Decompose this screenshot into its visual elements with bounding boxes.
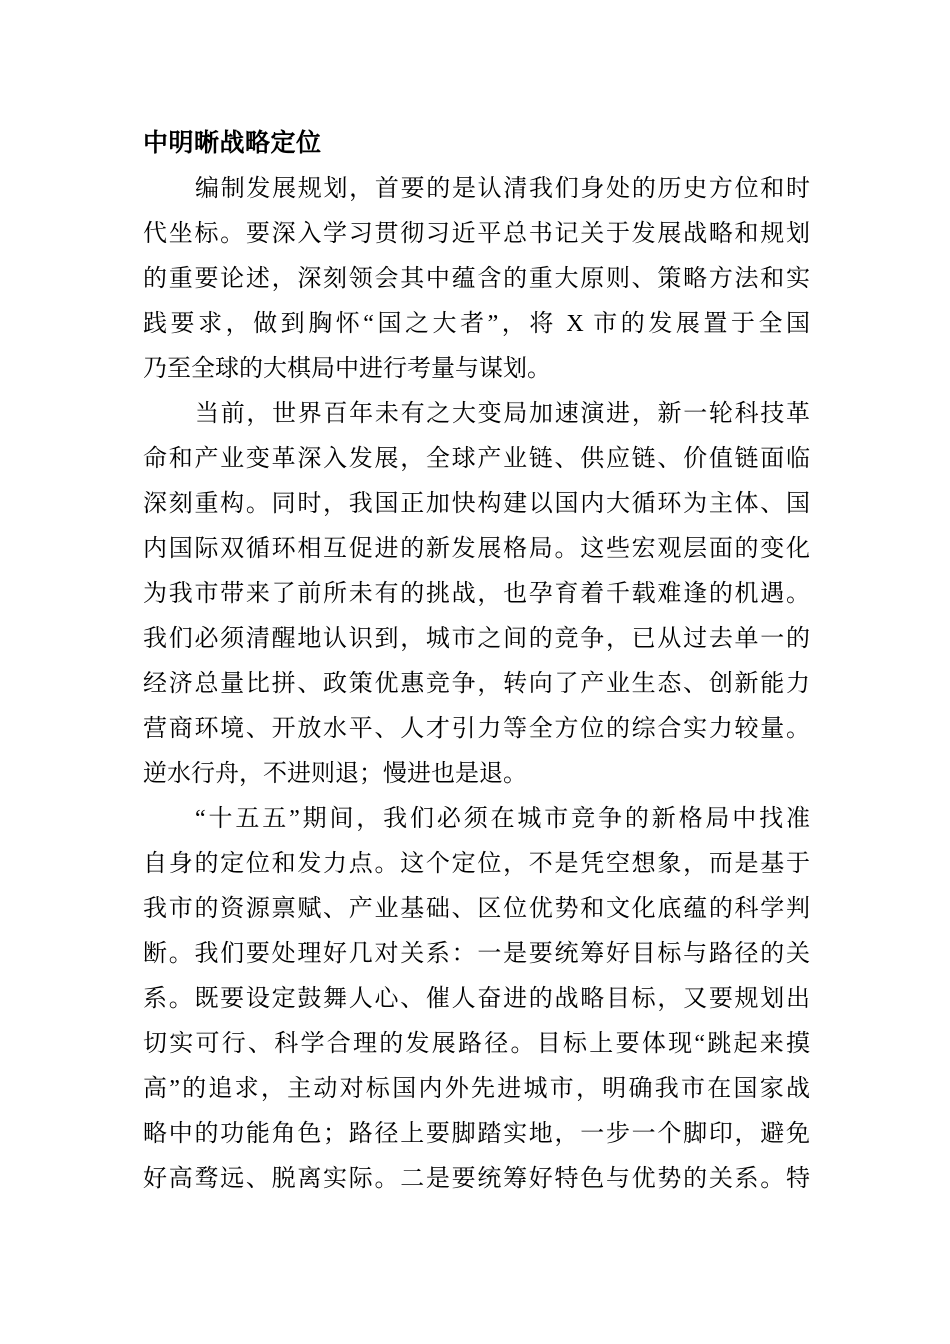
section-heading: 中明晰战略定位: [143, 129, 322, 157]
text-line: 的重要论述，深刻领会其中蕴含的重大原则、策略方法和实: [143, 266, 810, 292]
text-line: 我们必须清醒地认识到，城市之间的竞争，已从过去单一的: [143, 626, 810, 652]
text-line: 代坐标。要深入学习贯彻习近平总书记关于发展战略和规划: [143, 221, 810, 247]
paragraph: [143, 797, 810, 1202]
text-line: 略中的功能角色；路径上要脚踏实地，一步一个脚印，避免: [143, 1121, 810, 1147]
text-line: 营商环境、开放水平、人才引力等全方位的综合实力较量。: [143, 716, 810, 742]
text-line: 高”的追求，主动对标国内外先进城市，明确我市在国家战: [143, 1076, 810, 1102]
text-line: 命和产业变革深入发展，全球产业链、供应链、价值链面临: [143, 446, 810, 472]
text-line: 自身的定位和发力点。这个定位，不是凭空想象，而是基于: [143, 851, 810, 877]
text-line: 逆水行舟，不进则退；慢进也是退。: [143, 761, 527, 787]
text-line: 当前，世界百年未有之大变局加速演进，新一轮科技革: [195, 401, 810, 427]
text-line: 乃至全球的大棋局中进行考量与谋划。: [143, 356, 551, 382]
text-line: 切实可行、科学合理的发展路径。目标上要体现“跳起来摸: [143, 1031, 810, 1057]
paragraph: [143, 167, 810, 392]
text-line: “十五五”期间，我们必须在城市竞争的新格局中找准: [195, 806, 810, 832]
paragraph: [143, 392, 810, 797]
text-line: 为我市带来了前所未有的挑战，也孕育着千载难逢的机遇。: [143, 581, 810, 607]
text-line: 断。我们要处理好几对关系：一是要统筹好目标与路径的关: [143, 941, 810, 967]
text-line: 系。既要设定鼓舞人心、催人奋进的战略目标，又要规划出: [143, 986, 810, 1012]
text-line: 好高骛远、脱离实际。二是要统筹好特色与优势的关系。特: [143, 1166, 810, 1192]
text-line: 深刻重构。同时，我国正加快构建以国内大循环为主体、国: [143, 491, 810, 517]
text-line: 我市的资源禀赋、产业基础、区位优势和文化底蕴的科学判: [143, 896, 810, 922]
document-body: [143, 167, 810, 1202]
text-line: 编制发展规划，首要的是认清我们身处的历史方位和时: [195, 176, 810, 202]
text-line: 经济总量比拼、政策优惠竞争，转向了产业生态、创新能力: [143, 671, 810, 697]
text-line: 践要求，做到胸怀“国之大者”，将 X 市的发展置于全国: [143, 311, 810, 337]
text-line: 内国际双循环相互促进的新发展格局。这些宏观层面的变化: [143, 536, 810, 562]
